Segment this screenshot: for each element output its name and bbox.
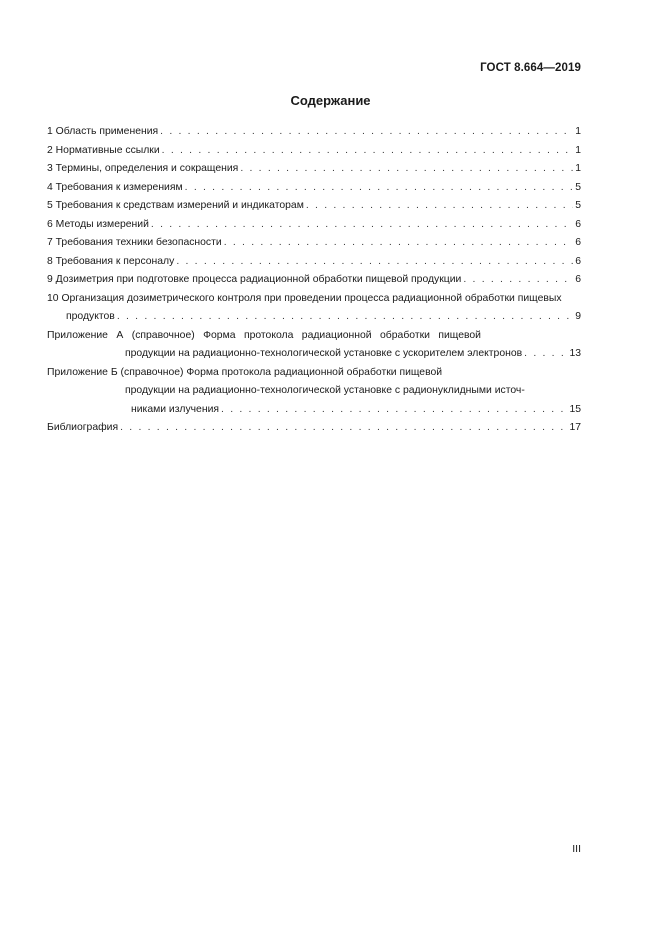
toc-item-text: 4 Требования к измерениям [47, 181, 183, 193]
toc-item-text-continued: никами излучения [131, 403, 220, 415]
toc-item-text: 10 Организация дозиметрического контроля при проведении процесса радиационной обработки пищевых [47, 292, 562, 304]
dot-leader [524, 345, 567, 364]
toc-item-text: 3 Термины, определения и сокращения [47, 163, 239, 174]
toc-item-page: 13 [569, 348, 581, 359]
toc-item-page: 6 [575, 218, 581, 230]
toc-item-1[interactable] [47, 123, 581, 142]
dot-leader [151, 216, 573, 235]
toc-item-text: Приложение Б (справочное) Форма протокола радиационной обработки пищевой [47, 366, 443, 378]
toc-item-page: 1 [575, 163, 581, 174]
document-id: ГОСТ 8.664—2019 [480, 62, 581, 74]
toc-item-page: 5 [575, 200, 581, 211]
toc-item-10[interactable] [47, 290, 581, 327]
toc-item-appendix-a[interactable] [47, 327, 581, 364]
toc-item-page: 1 [575, 144, 581, 156]
table-of-contents [47, 123, 581, 438]
page-number: III [572, 843, 581, 855]
toc-item-text: 5 Требования к средствам измерений и индикаторам [47, 200, 304, 211]
toc-item-text: 8 Требования к персоналу [47, 255, 175, 267]
toc-item-text: Библиография [47, 422, 119, 433]
toc-item-page: 1 [575, 126, 581, 137]
toc-item-text: 6 Методы измерений [47, 218, 149, 230]
dot-leader [117, 308, 573, 327]
toc-item-appendix-b[interactable] [47, 364, 581, 420]
toc-title: Содержание [290, 93, 371, 108]
toc-item-4[interactable] [47, 179, 581, 198]
toc-item-5[interactable] [47, 197, 581, 216]
toc-item-text: 7 Требования техники безопасности [47, 237, 222, 248]
dot-leader [240, 160, 573, 179]
toc-item-page: 6 [575, 237, 581, 248]
dot-leader [160, 123, 573, 142]
dot-leader [176, 253, 573, 272]
toc-item-6[interactable] [47, 216, 581, 235]
toc-item-text: 9 Дозиметрия при подготовке процесса радиационной обработки пищевой продукции [47, 274, 462, 285]
toc-item-page: 15 [569, 403, 581, 415]
toc-item-page: 9 [575, 311, 581, 322]
toc-item-text-continued: продукции на радиационно-технологической установке с радионуклидными источ- [125, 385, 525, 396]
toc-item-text-continued: продукции на радиационно-технологической установке с ускорителем электронов [125, 348, 523, 359]
toc-item-9[interactable] [47, 271, 581, 290]
dot-leader [162, 142, 574, 161]
dot-leader [221, 401, 567, 420]
dot-leader [306, 197, 573, 216]
toc-item-page: 17 [569, 422, 581, 433]
toc-item-page: 6 [575, 274, 581, 285]
toc-item-3[interactable] [47, 160, 581, 179]
dot-leader [224, 234, 574, 253]
toc-item-8[interactable] [47, 253, 581, 272]
toc-item-7[interactable] [47, 234, 581, 253]
dot-leader [120, 419, 567, 438]
toc-item-page: 5 [575, 181, 581, 193]
toc-item-text: Приложение А (справочное) Форма протокола радиационной обработки пищевой [47, 329, 481, 341]
toc-item-page: 6 [575, 255, 581, 267]
toc-item-bibliography[interactable] [47, 419, 581, 438]
toc-item-text-continued: продуктов [66, 311, 115, 322]
toc-item-text: 2 Нормативные ссылки [47, 144, 160, 156]
dot-leader [185, 179, 574, 198]
toc-item-text: 1 Область применения [47, 126, 159, 137]
toc-item-2[interactable] [47, 142, 581, 161]
dot-leader [463, 271, 573, 290]
